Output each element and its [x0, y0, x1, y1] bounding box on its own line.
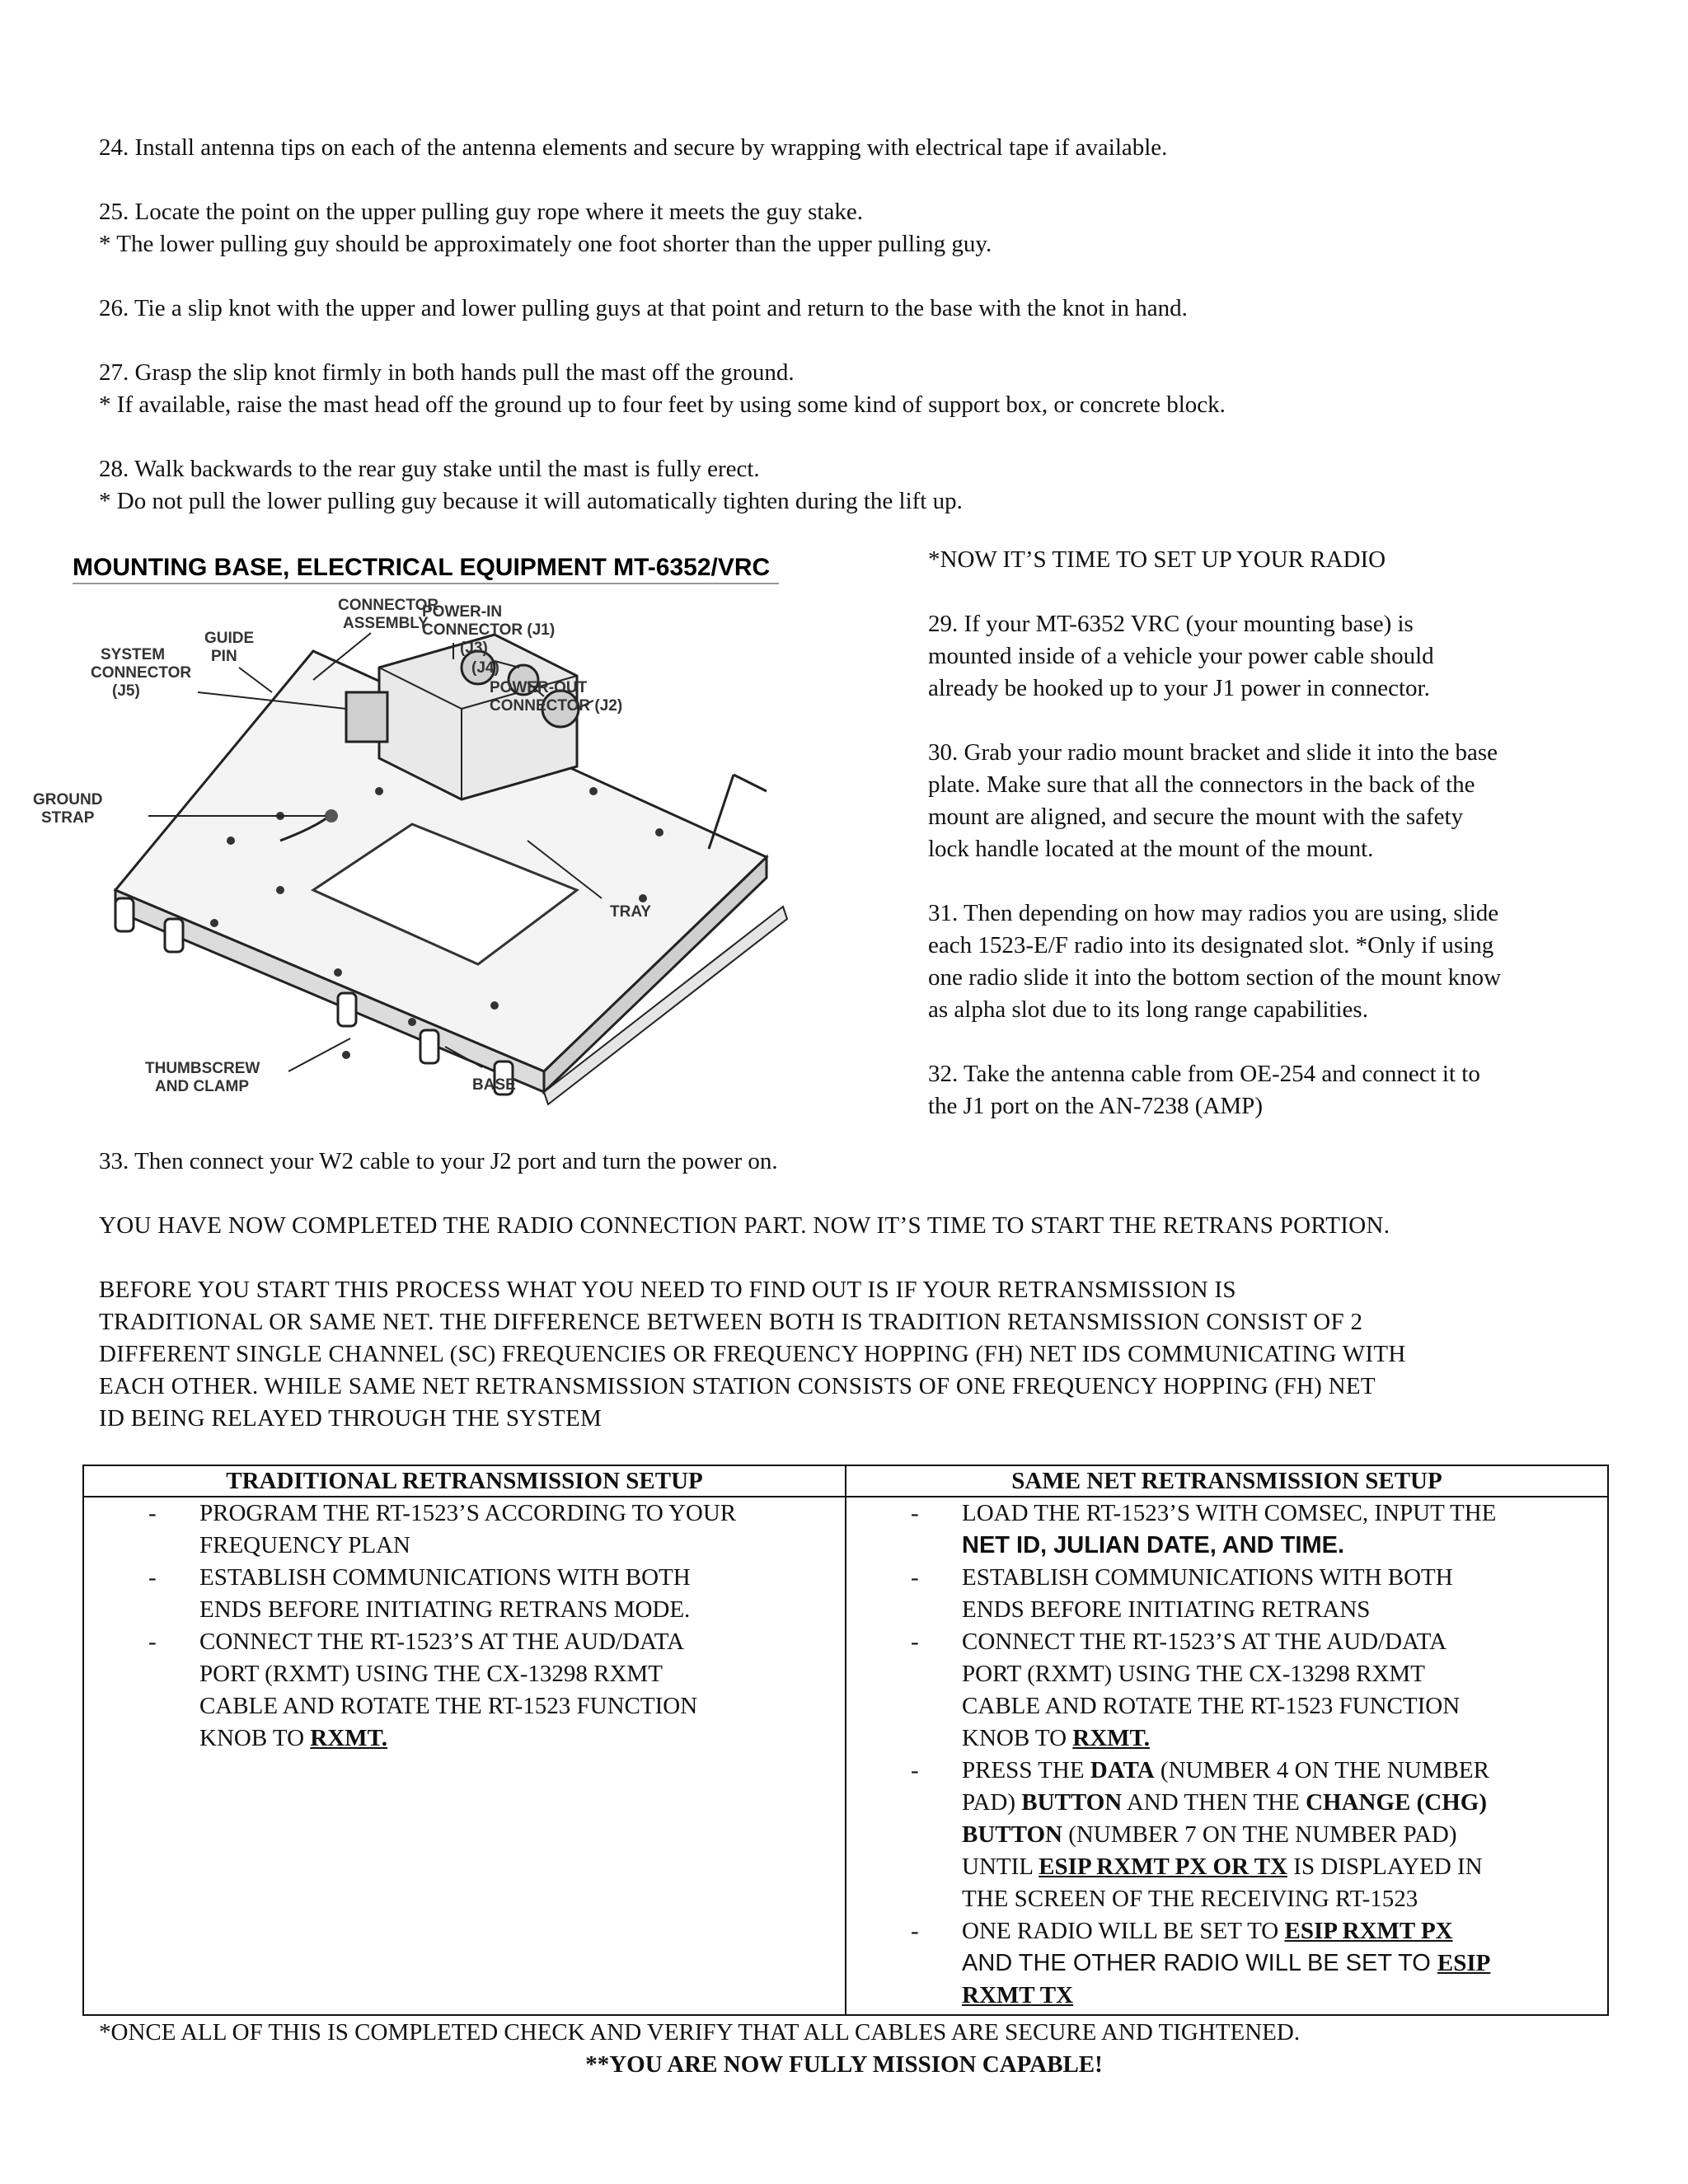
step-24: [99, 132, 1599, 164]
step-32: 32. Take the antenna cable from OE-254 and connect it to the J1 port on the AN-7238 (AMP): [928, 1061, 1480, 1119]
base-label: BASE: [472, 1076, 516, 1094]
guide-pin-label: GUIDE PIN: [204, 630, 255, 665]
j4-label: (J4): [471, 659, 499, 677]
connector-assembly-label: CONNECTOR ASSEMBLY: [338, 597, 439, 632]
list-item: - CONNECT THE RT-1523’S AT THE AUD/DATA PORT (RXMT) USING THE CX-13298 RXMT CABLE AND ROTATE THE RT-1523 FUNCTION KNOB TO RXMT.: [911, 1629, 1461, 1751]
tray-label: TRAY: [610, 903, 651, 921]
completed-notice: YOU HAVE NOW COMPLETED THE RADIO CONNECTION PART. NOW IT’S TIME TO START THE RETRANS PORTION.: [99, 1212, 1390, 1239]
step-33: 33. Then connect your W2 cable to your J2 port and turn the power on.: [99, 1148, 778, 1174]
thumbscrew-label: THUMBSCREW AND CLAMP: [145, 1060, 260, 1095]
step-line: 27. Grasp the slip knot firmly in both hands pull the mast off the ground.: [99, 359, 795, 386]
same-net-header: SAME NET RETRANSMISSION SETUP: [846, 1465, 1608, 1497]
system-connector-label: SYSTEM CONNECTOR (J5): [91, 646, 192, 700]
figure-title: MOUNTING BASE, ELECTRICAL EQUIPMENT MT-6352/VRC: [73, 554, 771, 581]
intro-line: TRADITIONAL OR SAME NET. THE DIFFERENCE BETWEEN BOTH IS TRADITION RETANSMISSION CONSIST OF 2: [99, 1309, 1363, 1335]
step-line: 26. Tie a slip knot with the upper and lower pulling guys at that point and return to the base with the knot in hand.: [99, 295, 1188, 321]
j3-label: (J3): [460, 640, 488, 657]
list-item: - ESTABLISH COMMUNICATIONS WITH BOTH ENDS BEFORE INITIATING RETRANS MODE.: [148, 1564, 691, 1623]
intro-line: EACH OTHER. WHILE SAME NET RETRANSMISSION STATION CONSISTS OF ONE FREQUENCY HOPPING (FH) NET: [99, 1373, 1376, 1399]
system-connector-j5: [346, 692, 387, 742]
step-line: 25. Locate the point on the upper pulling guy rope where it meets the guy stake.: [99, 199, 863, 225]
step-30: 30. Grab your radio mount bracket and slide it into the base plate. Make sure that all the connectors in the back of the mount are aligned, and secure the mount with the safety lock handle located at the mount of the mount.: [928, 739, 1498, 862]
intro-line: DIFFERENT SINGLE CHANNEL (SC) FREQUENCIES OR FREQUENCY HOPPING (FH) NET IDS COMMUNICATING WITH: [99, 1341, 1406, 1367]
step-note: * Do not pull the lower pulling guy because it will automatically tighten during the lift up.: [99, 488, 963, 514]
step-25: [99, 196, 1599, 260]
retrans-setup-table: [82, 1465, 1609, 2016]
list-item: - ESTABLISH COMMUNICATIONS WITH BOTH ENDS BEFORE INITIATING RETRANS: [911, 1564, 1453, 1623]
same-net-cell: [846, 1497, 1608, 2015]
step-line: 24. Install antenna tips on each of the antenna elements and secure by wrapping with electrical tape if available.: [99, 134, 1168, 161]
mission-capable-notice: **YOU ARE NOW FULLY MISSION CAPABLE!: [585, 2051, 1103, 2078]
step-line: 28. Walk backwards to the rear guy stake until the mast is fully erect.: [99, 456, 760, 482]
step-27: [99, 357, 1599, 421]
step-26: [99, 293, 1599, 325]
intro-line: ID BEING RELAYED THROUGH THE SYSTEM: [99, 1405, 603, 1432]
intro-line: BEFORE YOU START THIS PROCESS WHAT YOU NEED TO FIND OUT IS IF YOUR RETRANSMISSION IS: [99, 1277, 1236, 1303]
list-item: - PRESS THE DATA (NUMBER 4 ON THE NUMBER PAD) BUTTON AND THEN THE CHANGE (CHG) BUTTON (NUMBER 7 ON THE NUMBER PAD) UNTIL ESIP RXMT PX OR TX IS DISPLAYED IN THE SCREEN OF THE RECEIVING RT-1523: [911, 1757, 1489, 1912]
traditional-list: [84, 1497, 845, 1755]
radio-setup-heading: *NOW IT’S TIME TO SET UP YOUR RADIO: [928, 546, 1386, 573]
list-item: - PROGRAM THE RT-1523’S ACCORDING TO YOUR FREQUENCY PLAN: [148, 1500, 737, 1558]
step-note: * If available, raise the mast head off the ground up to four feet by using some kind of support box, or concrete block.: [99, 391, 1226, 418]
step-31: 31. Then depending on how may radios you are using, slide each 1523-E/F radio into its designated slot. *Only if using one radio slide it into the bottom section of the mount know as alpha slot due to its long range capabilities.: [928, 900, 1502, 1023]
traditional-header: TRADITIONAL RETRANSMISSION SETUP: [83, 1465, 846, 1497]
step-note: * The lower pulling guy should be approximately one foot shorter than the upper pulling guy.: [99, 231, 992, 257]
retrans-intro: [99, 1274, 1607, 1435]
step-29: 29. If your MT-6352 VRC (your mounting base) is mounted inside of a vehicle your power cable should already be hooked up to your J1 power in connector.: [928, 611, 1434, 701]
step-28: [99, 453, 1599, 518]
list-item: - CONNECT THE RT-1523’S AT THE AUD/DATA PORT (RXMT) USING THE CX-13298 RXMT CABLE AND ROTATE THE RT-1523 FUNCTION KNOB TO RXMT.: [148, 1629, 698, 1751]
mounting-base-figure: [33, 544, 898, 1129]
verify-notice: *ONCE ALL OF THIS IS COMPLETED CHECK AND VERIFY THAT ALL CABLES ARE SECURE AND TIGHTENED.: [99, 2019, 1301, 2046]
same-net-list: [846, 1497, 1607, 2012]
list-item: - ONE RADIO WILL BE SET TO ESIP RXMT PX AND THE OTHER RADIO WILL BE SET TO ESIP RXMT TX: [911, 1918, 1491, 2008]
setup-steps: [99, 132, 1599, 550]
radio-setup-steps: [928, 544, 1604, 1155]
mounting-base-diagram: [33, 544, 898, 1129]
power-out-label: POWER-OUT CONNECTOR (J2): [490, 679, 623, 715]
traditional-cell: [83, 1497, 846, 2015]
ground-strap-label: GROUND STRAP: [33, 791, 103, 827]
list-item: - LOAD THE RT-1523’S WITH COMSEC, INPUT THE NET ID, JULIAN DATE, AND TIME.: [911, 1500, 1497, 1558]
power-in-label: POWER-IN CONNECTOR (J1): [422, 603, 556, 639]
